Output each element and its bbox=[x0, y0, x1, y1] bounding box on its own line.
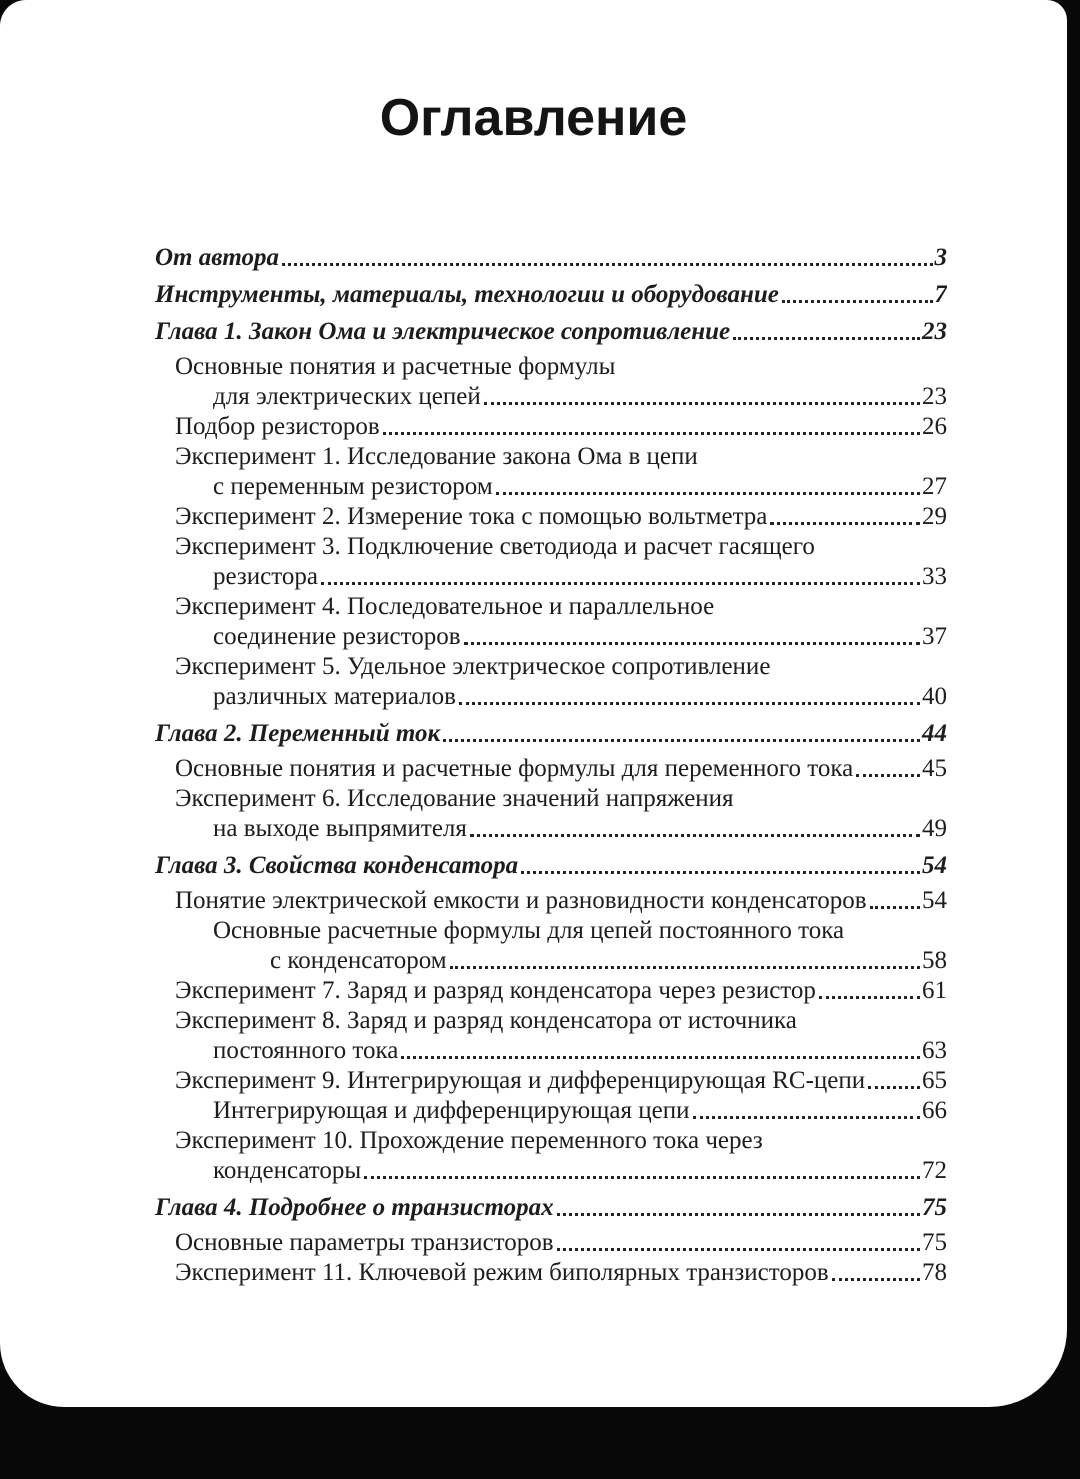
toc-row bbox=[155, 622, 947, 652]
toc-row bbox=[155, 719, 947, 749]
toc-row bbox=[155, 1036, 947, 1066]
toc-row bbox=[155, 442, 947, 472]
toc-entry-label: Эксперимент 3. Подключение светодиода и расчет гасящего bbox=[175, 533, 815, 560]
toc-page-number: 44 bbox=[922, 720, 947, 747]
toc-row bbox=[155, 784, 947, 814]
toc-entry-label: различных материалов bbox=[213, 683, 456, 710]
toc-page-number: 54 bbox=[922, 852, 947, 879]
toc-row bbox=[155, 412, 947, 442]
toc-entry-label: Глава 3. Свойства конденсатора bbox=[155, 852, 519, 879]
leader-dots bbox=[521, 871, 920, 874]
toc-row bbox=[155, 1096, 947, 1126]
toc-page-number: 78 bbox=[922, 1259, 947, 1286]
leader-dots bbox=[321, 582, 920, 585]
toc-row bbox=[155, 754, 947, 784]
toc-row bbox=[155, 1066, 947, 1096]
toc-entry-label: Глава 4. Подробнее о транзисторах bbox=[155, 1194, 554, 1221]
toc-page-number: 75 bbox=[922, 1229, 947, 1256]
toc-entry-label: Эксперимент 9. Интегрирующая и дифференцирующая RC-цепи bbox=[175, 1067, 866, 1094]
toc-row bbox=[155, 1258, 947, 1288]
toc-entry-label: на выходе выпрямителя bbox=[213, 815, 467, 842]
toc-entry-label: Эксперимент 7. Заряд и разряд конденсатора через резистор bbox=[175, 977, 816, 1004]
toc-entry-label: Инструменты, материалы, технологии и оборудование bbox=[155, 281, 779, 308]
toc-page-number: 33 bbox=[922, 563, 947, 590]
toc-entry-label: с переменным резистором bbox=[213, 473, 493, 500]
leader-dots bbox=[484, 402, 920, 405]
toc-page-number: 72 bbox=[922, 1157, 947, 1184]
toc-entry-label: для электрических цепей bbox=[213, 383, 481, 410]
toc-page-number: 66 bbox=[922, 1097, 947, 1124]
toc-entry-label: постоянного тока bbox=[213, 1037, 399, 1064]
toc-page-number: 61 bbox=[922, 977, 947, 1004]
toc-page-number: 26 bbox=[922, 413, 947, 440]
leader-dots bbox=[868, 1086, 920, 1089]
leader-dots bbox=[443, 739, 920, 742]
toc-entry-label: Основные понятия и расчетные формулы для переменного тока bbox=[175, 755, 854, 782]
toc-entry-label: соединение резисторов bbox=[213, 623, 461, 650]
toc-page-number: 37 bbox=[922, 623, 947, 650]
toc-entry-label: резистора bbox=[213, 563, 318, 590]
toc-row bbox=[155, 1156, 947, 1186]
toc-page-number: 29 bbox=[922, 503, 947, 530]
toc-entry-label: Эксперимент 10. Прохождение переменного тока через bbox=[175, 1127, 763, 1154]
leader-dots bbox=[557, 1213, 920, 1216]
toc-entry-label: Эксперимент 4. Последовательное и параллельное bbox=[175, 593, 715, 620]
leader-dots bbox=[693, 1116, 920, 1119]
toc-entry-label: Эксперимент 5. Удельное электрическое сопротивление bbox=[175, 653, 771, 680]
toc-row bbox=[155, 562, 947, 592]
toc-list bbox=[155, 243, 947, 1288]
toc-row bbox=[155, 592, 947, 622]
leader-dots bbox=[819, 996, 920, 999]
toc-page-number: 75 bbox=[922, 1194, 947, 1221]
toc-page-number: 7 bbox=[934, 281, 947, 308]
toc-entry-label: Эксперимент 1. Исследование закона Ома в цепи bbox=[175, 443, 698, 470]
toc-entry-label: Подбор резисторов bbox=[175, 413, 380, 440]
toc-page-number: 65 bbox=[922, 1067, 947, 1094]
toc-entry-label: Понятие электрической емкости и разновидности конденсаторов bbox=[175, 887, 867, 914]
toc-row bbox=[155, 851, 947, 881]
toc-row bbox=[155, 814, 947, 844]
leader-dots bbox=[870, 906, 920, 909]
toc-page-number: 58 bbox=[922, 947, 947, 974]
toc-row bbox=[155, 886, 947, 916]
toc-row bbox=[155, 1228, 947, 1258]
toc-entry-label: Глава 2. Переменный ток bbox=[155, 720, 441, 747]
toc-entry-label: Основные расчетные формулы для цепей постоянного тока bbox=[213, 917, 845, 944]
page-title: Оглавление bbox=[379, 89, 688, 147]
toc-page-number: 45 bbox=[922, 755, 947, 782]
toc-entry-label: Основные понятия и расчетные формулы bbox=[175, 353, 616, 380]
toc-row bbox=[155, 382, 947, 412]
toc-row bbox=[155, 946, 947, 976]
toc-row bbox=[155, 352, 947, 382]
toc-page-number: 49 bbox=[922, 815, 947, 842]
toc-row bbox=[155, 317, 947, 347]
toc-page-number: 23 bbox=[922, 383, 947, 410]
leader-dots bbox=[770, 522, 920, 525]
toc-page-number: 27 bbox=[922, 473, 947, 500]
leader-dots bbox=[782, 300, 933, 303]
leader-dots bbox=[856, 774, 920, 777]
leader-dots bbox=[496, 492, 920, 495]
toc-entry-label: с конденсатором bbox=[270, 947, 447, 974]
leader-dots bbox=[557, 1248, 920, 1251]
leader-dots bbox=[464, 642, 921, 645]
toc-row bbox=[155, 502, 947, 532]
toc-entry-label: конденсаторы bbox=[213, 1157, 362, 1184]
toc-row bbox=[155, 280, 947, 310]
toc-page-number: 23 bbox=[922, 318, 947, 345]
toc-row bbox=[155, 976, 947, 1006]
toc-entry-label: Эксперимент 6. Исследование значений напряжения bbox=[175, 785, 734, 812]
leader-dots bbox=[733, 337, 920, 340]
toc-entry-label: Основные параметры транзисторов bbox=[175, 1229, 554, 1256]
leader-dots bbox=[282, 263, 932, 266]
toc-row bbox=[155, 1193, 947, 1223]
leader-dots bbox=[364, 1176, 920, 1179]
toc-page-number: 54 bbox=[922, 887, 947, 914]
toc-row bbox=[155, 652, 947, 682]
toc-entry-label: Эксперимент 8. Заряд и разряд конденсатора от источника bbox=[175, 1007, 797, 1034]
toc-row bbox=[155, 916, 947, 946]
toc-row bbox=[155, 682, 947, 712]
toc-page-number: 63 bbox=[922, 1037, 947, 1064]
leader-dots bbox=[401, 1056, 920, 1059]
toc-row bbox=[155, 472, 947, 502]
leader-dots bbox=[459, 702, 920, 705]
toc-row bbox=[155, 1126, 947, 1156]
toc-entry-label: Глава 1. Закон Ома и электрическое сопротивление bbox=[155, 318, 731, 345]
leader-dots bbox=[470, 834, 920, 837]
toc-entry-label: Интегрирующая и дифференцирующая цепи bbox=[213, 1097, 690, 1124]
toc-entry-label: Эксперимент 11. Ключевой режим биполярных транзисторов bbox=[175, 1259, 829, 1286]
toc-row bbox=[155, 1006, 947, 1036]
toc-row bbox=[155, 243, 947, 273]
toc-page-number: 40 bbox=[922, 683, 947, 710]
toc-page-number: 3 bbox=[934, 244, 947, 271]
toc-entry-label: Эксперимент 2. Измерение тока с помощью вольтметра bbox=[175, 503, 768, 530]
leader-dots bbox=[383, 432, 920, 435]
leader-dots bbox=[450, 966, 920, 969]
toc-entry-label: От автора bbox=[155, 244, 280, 271]
leader-dots bbox=[832, 1278, 920, 1281]
toc-row bbox=[155, 532, 947, 562]
